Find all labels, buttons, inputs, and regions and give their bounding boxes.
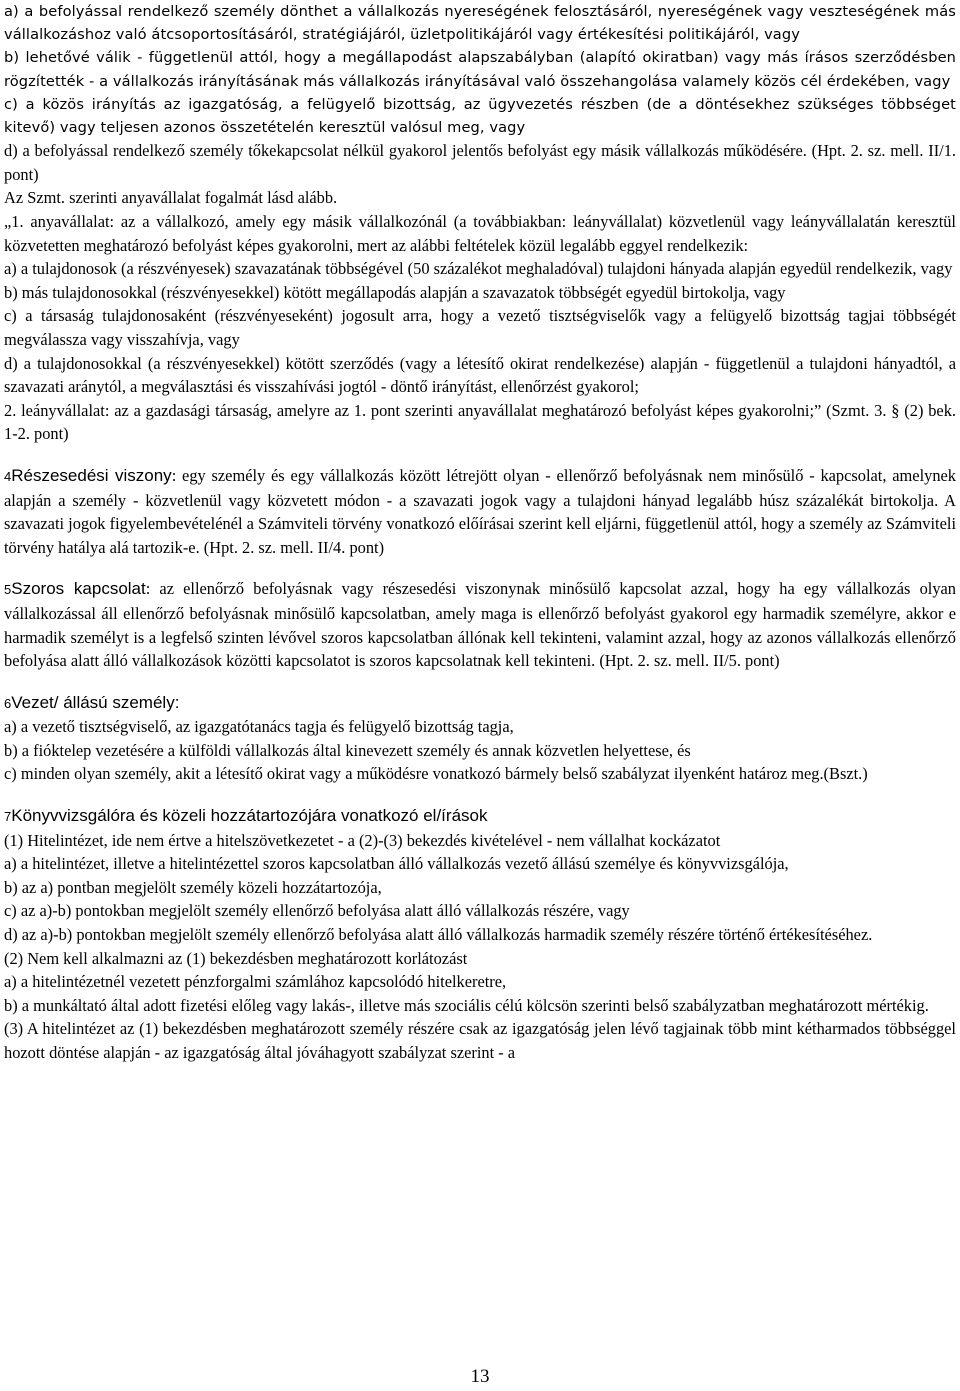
- section-6-item: b) a fióktelep vezetésére a külföldi vállalkozás által kinevezett személy és annak közvetlen helyettese, és: [4, 740, 691, 760]
- anyavallalat-definition: „1. anyavállalat: az a vállalkozó, amely egy másik vállalkozónál (a továbbiakban: leányvállalat) közvetlenül vagy leányvállalatán keresztül közvetetten meghatározó befolyást képes gyakorolni, mert az alábbi feltételek közül legalább eggyel rendelkezik:: [4, 212, 956, 255]
- section-text: : az ellenőrző befolyásnak vagy részesedési viszonynak minősülő kapcsolat azzal, hogy ha egy vállalkozás olyan vállalkozással áll ellenőrző befolyásnak minősülő kapcsolatban, amely maga is ellenőrző befolyást gyakorol egy harmadik személyre, akkor e harmadik személyt is a legfelső szinten lévővel szoros kapcsolatban állónak kell tekinteni, valamint azzal, hogy az azonos vállalkozás ellenőrző befolyása alatt álló vállalkozások közötti kapcsolatot is szoros kapcsolatnak kell tekinteni. (Hpt. 2. sz. mell. II/5. pont): [4, 579, 956, 671]
- condition-d: d) a tulajdonosokkal (a részvényesekkel) kötött szerződés (vagy a létesítő okirat rendelkezése) alapján - függetlenül a tulajdoni hányadtól, a szavazati aránytól, a megválasztási és visszahívási jogtól - döntő irányítást, ellenőrzést gyakorol;: [4, 353, 956, 397]
- condition-a: a) a tulajdonosok (a részvényesek) szavazatának többségével (50 százalékot meghaladóval) tulajdoni hányada alapján egyedül rendelkezik, vagy: [4, 259, 953, 279]
- section-heading: Szoros kapcsolat: [11, 579, 146, 599]
- intro-list: [4, 0, 956, 139]
- condition-c: c) a társaság tulajdonosaként (részvényeseként) jogosult arra, hogy a vezető tisztségviselők vagy a felügyelő bizottság tagjai többségét megválassza vagy visszahívja, vagy: [4, 306, 956, 349]
- section-6-heading: [4, 691, 956, 716]
- section-7-item: a) a hitelintézet, illetve a hitelintézettel szoros kapcsolatban álló vállalkozás vezető állású személye és könyvvizsgálója,: [4, 854, 789, 874]
- document-page: [4, 0, 956, 1065]
- section-7-item: d) az a)-b) pontokban megjelölt személy ellenőrző befolyása alatt álló vállalkozás harmadik személy részére történő értékesítéséhez.: [4, 925, 873, 945]
- section-6-item: c) minden olyan személy, akit a létesítő okirat vagy a működésre vonatkozó bármely belső szabályzat ilyenként határoz meg.(Bszt.): [4, 764, 868, 784]
- szmt-reference: Az Szmt. szerinti anyavállalat fogalmát lásd alább.: [4, 188, 338, 208]
- paragraph-d: d) a befolyással rendelkező személy tőkekapcsolat nélkül gyakorol jelentős befolyást egy másik vállalkozás működésére. (Hpt. 2. sz. mell. II/1. pont): [4, 141, 956, 184]
- section-7-item: (2) Nem kell alkalmazni az (1) bekezdésben meghatározott korlátozást: [4, 948, 468, 968]
- section-7-heading: [4, 804, 956, 829]
- section-7-item: b) az a) pontban megjelölt személy közeli hozzátartozója,: [4, 877, 382, 897]
- definitions-block: [4, 139, 956, 1064]
- section-heading: Részesedési viszony: [11, 465, 172, 485]
- section-7-item: c) az a)-b) pontokban megjelölt személy ellenőrző befolyása alatt álló vállalkozás részére, vagy: [4, 901, 630, 921]
- page-number: 13: [470, 1366, 490, 1387]
- condition-b: b) más tulajdonosokkal (részvényesekkel) kötött megállapodás alapján a szavazatok többségét egyedül birtokolja, vagy: [4, 282, 786, 302]
- section-text: : egy személy és egy vállalkozás között létrejött olyan - ellenőrző befolyásnak nem minősülő - kapcsolat, amelynek alapján a személy - közvetlenül vagy közvetett módon - a szavazati jogok vagy a tulajdoni hányad legalább húsz százalékát birtokolja. A szavazati jogok figyelembevételénél a Számviteli törvény vonatkozó előírásai szerint kell eljárni, függetlenül attól, hogy a személy az Számviteli törvény hatálya alá tartozik-e. (Hpt. 2. sz. mell. II/4. pont): [4, 465, 956, 557]
- section-heading: Könyvvizsgálóra és közeli hozzátartozójára vonatkozó el/írások: [11, 806, 488, 826]
- footnote-number: 5: [4, 582, 12, 598]
- leanyvallalat-definition: 2. leányvállalat: az a gazdasági társaság, amelyre az 1. pont szerinti anyavállalat meghatározó befolyást képes gyakorolni;” (Szmt. 3. § (2) bek. 1-2. pont): [4, 400, 956, 444]
- section-7-item: (1) Hitelintézet, ide nem értve a hitelszövetkezetet - a (2)-(3) bekezdés kivételével - nem vállalhat kockázatot: [4, 830, 721, 850]
- paragraph-b: b) lehetővé válik - függetlenül attól, hogy a megállapodást alapszabályban (alapító okiratban) vagy más írásos szerződésben rögzítették - a vállalkozás irányításának más vállalkozás irányításával való összehangolása valamely közös cél érdekében, vagy: [4, 49, 956, 90]
- section-4: [4, 464, 956, 559]
- section-7-item: b) a munkáltató által adott fizetési előleg vagy lakás-, illetve más szociális célú kölcsön szerinti belső szabályzatban meghatározott mértékig.: [4, 995, 929, 1015]
- footnote-number: 7: [4, 809, 12, 825]
- section-6-item: a) a vezető tisztségviselő, az igazgatótanács tagja és felügyelő bizottság tagja,: [4, 717, 514, 737]
- section-7-item: (3) A hitelintézet az (1) bekezdésben meghatározott személy részére csak az igazgatóság jelen lévő tagjainak több mint kétharmados többséggel hozott döntése alapján - az igazgatóság által jóváhagyott szabályzat szerint - a: [4, 1019, 956, 1062]
- section-heading: Vezet/ állású személy:: [11, 692, 180, 712]
- footnote-number: 4: [4, 468, 12, 484]
- section-7-item: a) a hitelintézetnél vezetett pénzforgalmi számlához kapcsolódó hitelkeretre,: [4, 972, 507, 992]
- paragraph-c: c) a közös irányítás az igazgatóság, a felügyelő bizottság, az ügyvezetés részben (de a döntésekhez szükséges többséget kitevő) vagy teljesen azonos összetételén keresztül valósul meg, vagy: [4, 95, 956, 137]
- paragraph-a: a) a befolyással rendelkező személy dönthet a vállalkozás nyereségének felosztásáról, nyereségének vagy veszteségének más vállalkozáshoz való átcsoportosításáról, stratégiájáról, üzletpolitikájáról vagy értékesítési politikájáról, vagy: [4, 3, 956, 44]
- footnote-number: 6: [4, 695, 12, 711]
- section-5: [4, 577, 956, 672]
